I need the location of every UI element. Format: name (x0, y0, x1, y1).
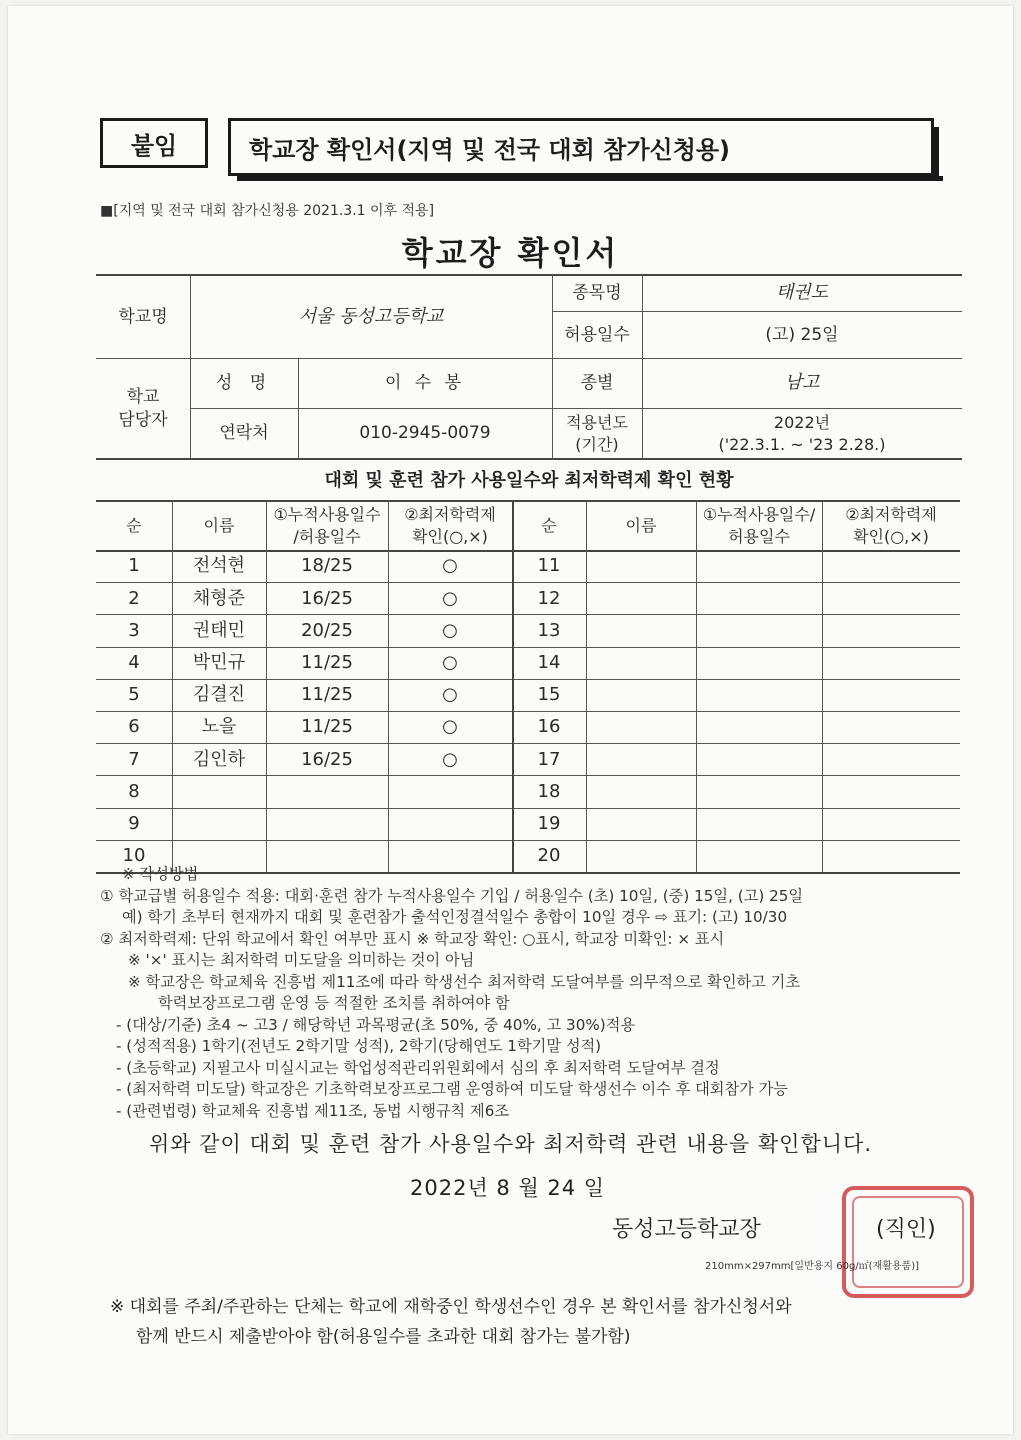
table-header-cell: 순 (541, 516, 557, 536)
category-label: 종별 (580, 373, 614, 394)
row-number: 4 (128, 652, 140, 674)
paper-spec: 210mm×297mm[일반용지 60g/㎡(재활용품)] (705, 1261, 920, 1272)
row-number: 5 (128, 684, 140, 706)
days-used (266, 809, 388, 840)
table-header-cell: ①누적사용일수 /허용일수 (273, 505, 381, 546)
academic-check: ○ (442, 716, 458, 738)
instruction-line: - (대상/기준) 초4 ~ 고3 / 해당학년 과목평균(초 50%, 중 40%, 고 30%)적용 (116, 1015, 636, 1034)
days-used (266, 776, 388, 807)
athlete-name: 김결진 (192, 684, 246, 706)
instruction-line: ※ 학교장은 학교체육 진흥법 제11조에 따라 학생선수 최저학력 도달여부를 의무적으로 확인하고 기초 (128, 972, 801, 991)
name-value: 이 수 봉 (384, 373, 466, 394)
principal-title: 동성고등학교장 (612, 1217, 761, 1242)
table-col-line (822, 500, 823, 872)
days-used: 18/25 (301, 555, 353, 577)
sport-label: 종목명 (572, 283, 622, 304)
instructions (100, 864, 980, 1122)
issue-date: 2022년 8 월 24 일 (410, 1176, 606, 1200)
row-number: 14 (537, 652, 561, 674)
row-number: 10 (122, 845, 146, 867)
days-label: 허용일수 (564, 324, 630, 345)
table-header-cell: ①누적사용일수/ 허용일수 (702, 505, 816, 546)
athlete-name: 노을 (201, 716, 237, 738)
applicability-note: ■[지역 및 전국 대회 참가신청용 2021.3.1 이후 적용] (100, 203, 435, 219)
attachment-tag: 붙임 (100, 118, 208, 168)
academic-check: ○ (442, 748, 458, 770)
days-used: 11/25 (301, 652, 353, 674)
sport-value: 태권도 (775, 282, 829, 304)
year-value: 2022년 ('22.3.1. ~ '23 2.28.) (718, 412, 886, 454)
category-value: 남고 (784, 372, 820, 394)
table-header-cell: ②최저학력제 확인(○,×) (404, 505, 496, 546)
table-header-cell: 이름 (203, 516, 235, 536)
table-header-cell: 순 (126, 516, 142, 536)
document-title-box (228, 118, 934, 176)
table-col-line (586, 500, 587, 872)
row-number: 20 (537, 845, 561, 867)
confirmation-text: 위와 같이 대회 및 훈련 참가 사용일수와 최저학력 관련 내용을 확인합니다. (148, 1132, 872, 1156)
athlete-name: 김인하 (192, 748, 246, 770)
days-used: 16/25 (301, 748, 353, 770)
contact-value: 010-2945-0079 (359, 423, 491, 444)
info-line (96, 458, 962, 460)
academic-check: ○ (442, 684, 458, 706)
academic-check: ○ (442, 619, 458, 641)
academic-check: ○ (442, 587, 458, 609)
instruction-line: ① 학교급별 허용일수 적용: 대회·훈련 참가 누적사용일수 기입 / 허용일수 (초) 10일, (중) 15일, (고) 25일 (100, 886, 804, 905)
school-value: 서울 동성고등학교 (298, 305, 444, 327)
row-number: 12 (537, 587, 561, 609)
page-title: 학교장 확인서 (401, 234, 620, 272)
days-used: 20/25 (301, 619, 353, 641)
instruction-line: 학력보장프로그램 운영 등 적절한 조치를 취하여야 함 (158, 994, 510, 1012)
section-title: 대회 및 훈련 참가 사용일수와 최저학력제 확인 현황 (324, 470, 734, 491)
row-number: 9 (128, 813, 140, 835)
athlete-name (172, 809, 266, 840)
footer-line: 함께 반드시 제출받아야 함(허용일수를 초과한 대회 참가는 불가함) (136, 1327, 631, 1347)
instruction-line: - (관련법령) 학교체육 진흥법 제11조, 동법 시행규칙 제6조 (116, 1101, 510, 1120)
row-number: 15 (537, 684, 561, 706)
row-number: 2 (128, 587, 140, 609)
footer-line: ※ 대회를 주최/주관하는 단체는 학교에 재학중인 학생선수인 경우 본 확인서를 참가신청서와 (110, 1297, 792, 1317)
row-number: 13 (537, 619, 561, 641)
days-used: 16/25 (301, 587, 353, 609)
athlete-name: 전석현 (192, 555, 246, 577)
row-number: 11 (537, 555, 561, 577)
academic-check: ○ (442, 555, 458, 577)
row-number: 19 (537, 813, 561, 835)
name-label: 성 명 (215, 373, 273, 394)
row-number: 18 (537, 780, 561, 802)
row-number: 16 (537, 716, 561, 738)
footer-note (110, 1292, 792, 1352)
instruction-line: ② 최저학력제: 단위 학교에서 확인 여부만 표시 ※ 학교장 확인: ○표시, 학교장 미확인: × 표시 (100, 929, 725, 948)
row-number: 3 (128, 619, 140, 641)
year-label: 적용년도 (기간) (566, 412, 628, 454)
instruction-line: - (초등학교) 지필고사 미실시교는 학업성적관리위원회에서 심의 후 최저학력 도달여부 결정 (116, 1058, 720, 1077)
school-label: 학교명 (118, 306, 168, 327)
days-used: 11/25 (301, 684, 353, 706)
table-col-line (696, 500, 697, 872)
instruction-line: - (최저학력 미도달) 학교장은 기초학력보장프로그램 운영하여 미도달 학생선수 이수 후 대회참가 가능 (116, 1080, 788, 1098)
instruction-line: ※ '×' 표시는 최저학력 미도달을 의미하는 것이 아님 (128, 951, 475, 969)
days-used: 11/25 (301, 716, 353, 738)
manager-label: 학교 담당자 (118, 386, 168, 430)
row-number: 6 (128, 716, 140, 738)
row-number: 17 (537, 748, 561, 770)
instruction-line: ※ 작성방법 (122, 865, 199, 883)
instruction-line: 예) 학기 초부터 현재까지 대회 및 훈련참가 출석인정결석일수 총합이 10일 경우 ⇨ 표기: (고) 10/30 (122, 908, 788, 926)
row-number: 1 (128, 555, 140, 577)
academic-check: ○ (442, 652, 458, 674)
document-title: 학교장 확인서(지역 및 전국 대회 참가신청용) (249, 135, 731, 164)
athlete-name: 채형준 (192, 587, 246, 609)
table-header-cell: 이름 (625, 516, 657, 536)
days-value: (고) 25일 (765, 324, 839, 345)
athlete-name: 권태민 (192, 619, 246, 641)
row-number: 7 (128, 748, 140, 770)
athlete-name (172, 776, 266, 807)
contact-label: 연락처 (219, 423, 269, 444)
table-header-cell: ②최저학력제 확인(○,×) (845, 505, 937, 546)
athlete-name: 박민규 (192, 652, 246, 674)
academic-check (388, 809, 512, 840)
academic-check (388, 776, 512, 807)
seal-label: (직인) (876, 1217, 936, 1242)
instruction-line: - (성적적용) 1학기(전년도 2학기말 성적), 2학기(당해연도 1학기말 성적) (116, 1037, 602, 1055)
row-number: 8 (128, 780, 140, 802)
